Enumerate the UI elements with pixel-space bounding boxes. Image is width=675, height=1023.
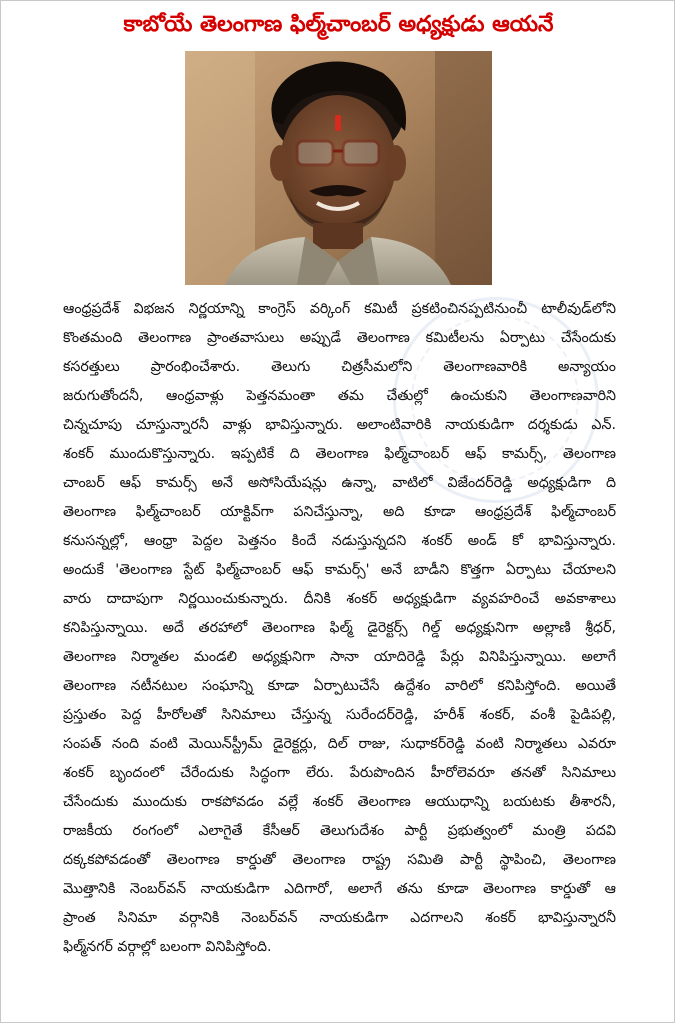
article-line: శంకర్ బృందంలో చేరేందుకు సిద్ధంగా లేరు. పేరుపొందిన హీరోలెవరూ తనతో సినిమాలు (63, 765, 616, 781)
article-line: తెలంగాణ ఫిల్మ్‌చాంబర్ యాక్టివ్‌గా పనిచేస్తున్నా, అది కూడా ఆంధ్రప్రదేశ్ ఫిల్మ్‌చాంబర్ (63, 504, 616, 520)
article-line: వారు దాదాపుగా నిర్ణయించుకున్నారు. దీనికి శంకర్ అధ్యక్షుడిగా వ్యవహరించే అవకాశాలు (63, 591, 616, 607)
article-line: చిన్నచూపు చూస్తున్నారనీ వాళ్లు భావిస్తున్నారు. అలాంటివారికి నాయకుడిగా దర్శకుడు ఎన్. (63, 417, 616, 433)
article-line: రాజకీయ రంగంలో ఎలాగైతే కేసీఆర్ తెలుగుదేశం పార్టీ ప్రభుత్వంలో మంత్రి పదవి (63, 823, 616, 839)
article-line: చేసేందుకు ముందుకు రాకపోవడం వల్లే శంకర్ తెలంగాణ ఆయుధాన్ని బయటకు తీశారనీ, (63, 794, 616, 810)
article-line: కనిపిస్తున్నాయి. అదే తరహాలో తెలంగాణ ఫిల్మ్ డైరెక్టర్స్ గిల్డ్ అధ్యక్షునిగా అల్లాణి శ్రీధర్, (63, 620, 616, 636)
article-line: తెలంగాణ నిర్మాతల మండలి అధ్యక్షునిగా సానా యాదిరెడ్డి పేర్లు వినిపిస్తున్నాయి. అలాగే (63, 649, 616, 665)
article-line: కసరత్తులు ప్రారంభించేశారు. తెలుగు చిత్రసీమలోని తెలంగాణవారికి అన్యాయం (63, 359, 616, 375)
article-line: ఆంధ్రప్రదేశ్ విభజన నిర్ణయాన్ని కాంగ్రెస్ వర్కింగ్ కమిటీ ప్రకటించినప్పటినుంచీ టాలీవుడ్‌లోని (63, 301, 616, 317)
article-line: కనుసన్నల్లో, ఆంధ్రా పెద్దల పెత్తనం కిందే నడుస్తున్నదని శంకర్ అండ్ కో భావిస్తున్నారు. (63, 533, 616, 549)
article-body (63, 295, 616, 962)
article-line: ప్రాంత సినిమా వర్గానికి నెంబర్‌వన్ నాయకుడిగా ఎదగాలని శంకర్ భావిస్తున్నారనీ (63, 910, 616, 926)
headline: కాబోయే తెలంగాణ ఫిల్మ్‌చాంబర్ అధ్యక్షుడు ఆయనే (123, 12, 554, 37)
article-line: మొత్తానికి నెంబర్‌వన్ నాయకుడిగా ఎదిగారో, అలాగే తను కూడా తెలంగాణ కార్డుతో ఆ (63, 881, 616, 897)
article-line: తెలంగాణ నటీనటుల సంఘాన్ని కూడా ఏర్పాటుచేసే ఉద్దేశం వారిలో కనిపిస్తోంది. అయితే (63, 678, 616, 694)
article-line: ఫిల్మ్‌నగర్ వర్గాల్లో బలంగా వినిపిస్తోంది. (63, 939, 272, 955)
article-line: సంపత్ నంది వంటి మెయిన్‌స్ట్రీమ్ డైరెక్టర్లు, దిల్ రాజు, సుధాకర్‌రెడ్డి వంటి నిర్మాతలు ఎవరూ (63, 736, 616, 752)
article-line: చాంబర్ ఆఫ్ కామర్స్ అనే అసోసియేషన్లు ఉన్నా, వాటిలో విజేందర్‌రెడ్డి అధ్యక్షుడిగా ది (63, 475, 616, 491)
article-line: కొంతమంది తెలంగాణ ప్రాంతవాసులు అప్పుడే తెలంగాణ కమిటీలను ఏర్పాటు చేసేందుకు (63, 330, 616, 346)
article-line: అందుకే 'తెలంగాణ స్టేట్ ఫిల్మ్‌చాంబర్ ఆఫ్ కామర్స్' అనే బాడీని కొత్తగా ఏర్పాటు చేయాలని (63, 562, 616, 578)
article-line: శంకర్ ముందుకొస్తున్నారు. ఇప్పటికే ది తెలంగాణ ఫిల్మ్‌చాంబర్ ఆఫ్ కామర్స్, తెలంగాణ (63, 446, 616, 462)
portrait-photo (185, 51, 492, 285)
article-line: జరుగుతోందనీ, ఆంధ్రవాళ్లు పెత్తనమంతా తమ చేతుల్లో ఉంచుకుని తెలంగాణవారిని (63, 388, 616, 404)
article-line: ప్రస్తుతం పెద్ద హీరోలతో సినిమాలు చేస్తున్న సురేందర్‌రెడ్డి, హరీశ్ శంకర్, వంశీ పైడిపల్లి, (63, 707, 616, 723)
article-line: దక్కకపోవడంతో తెలంగాణ కార్డుతో తెలంగాణ రాష్ట్ర సమితి పార్టీ స్థాపించి, తెలంగాణ (63, 852, 616, 868)
